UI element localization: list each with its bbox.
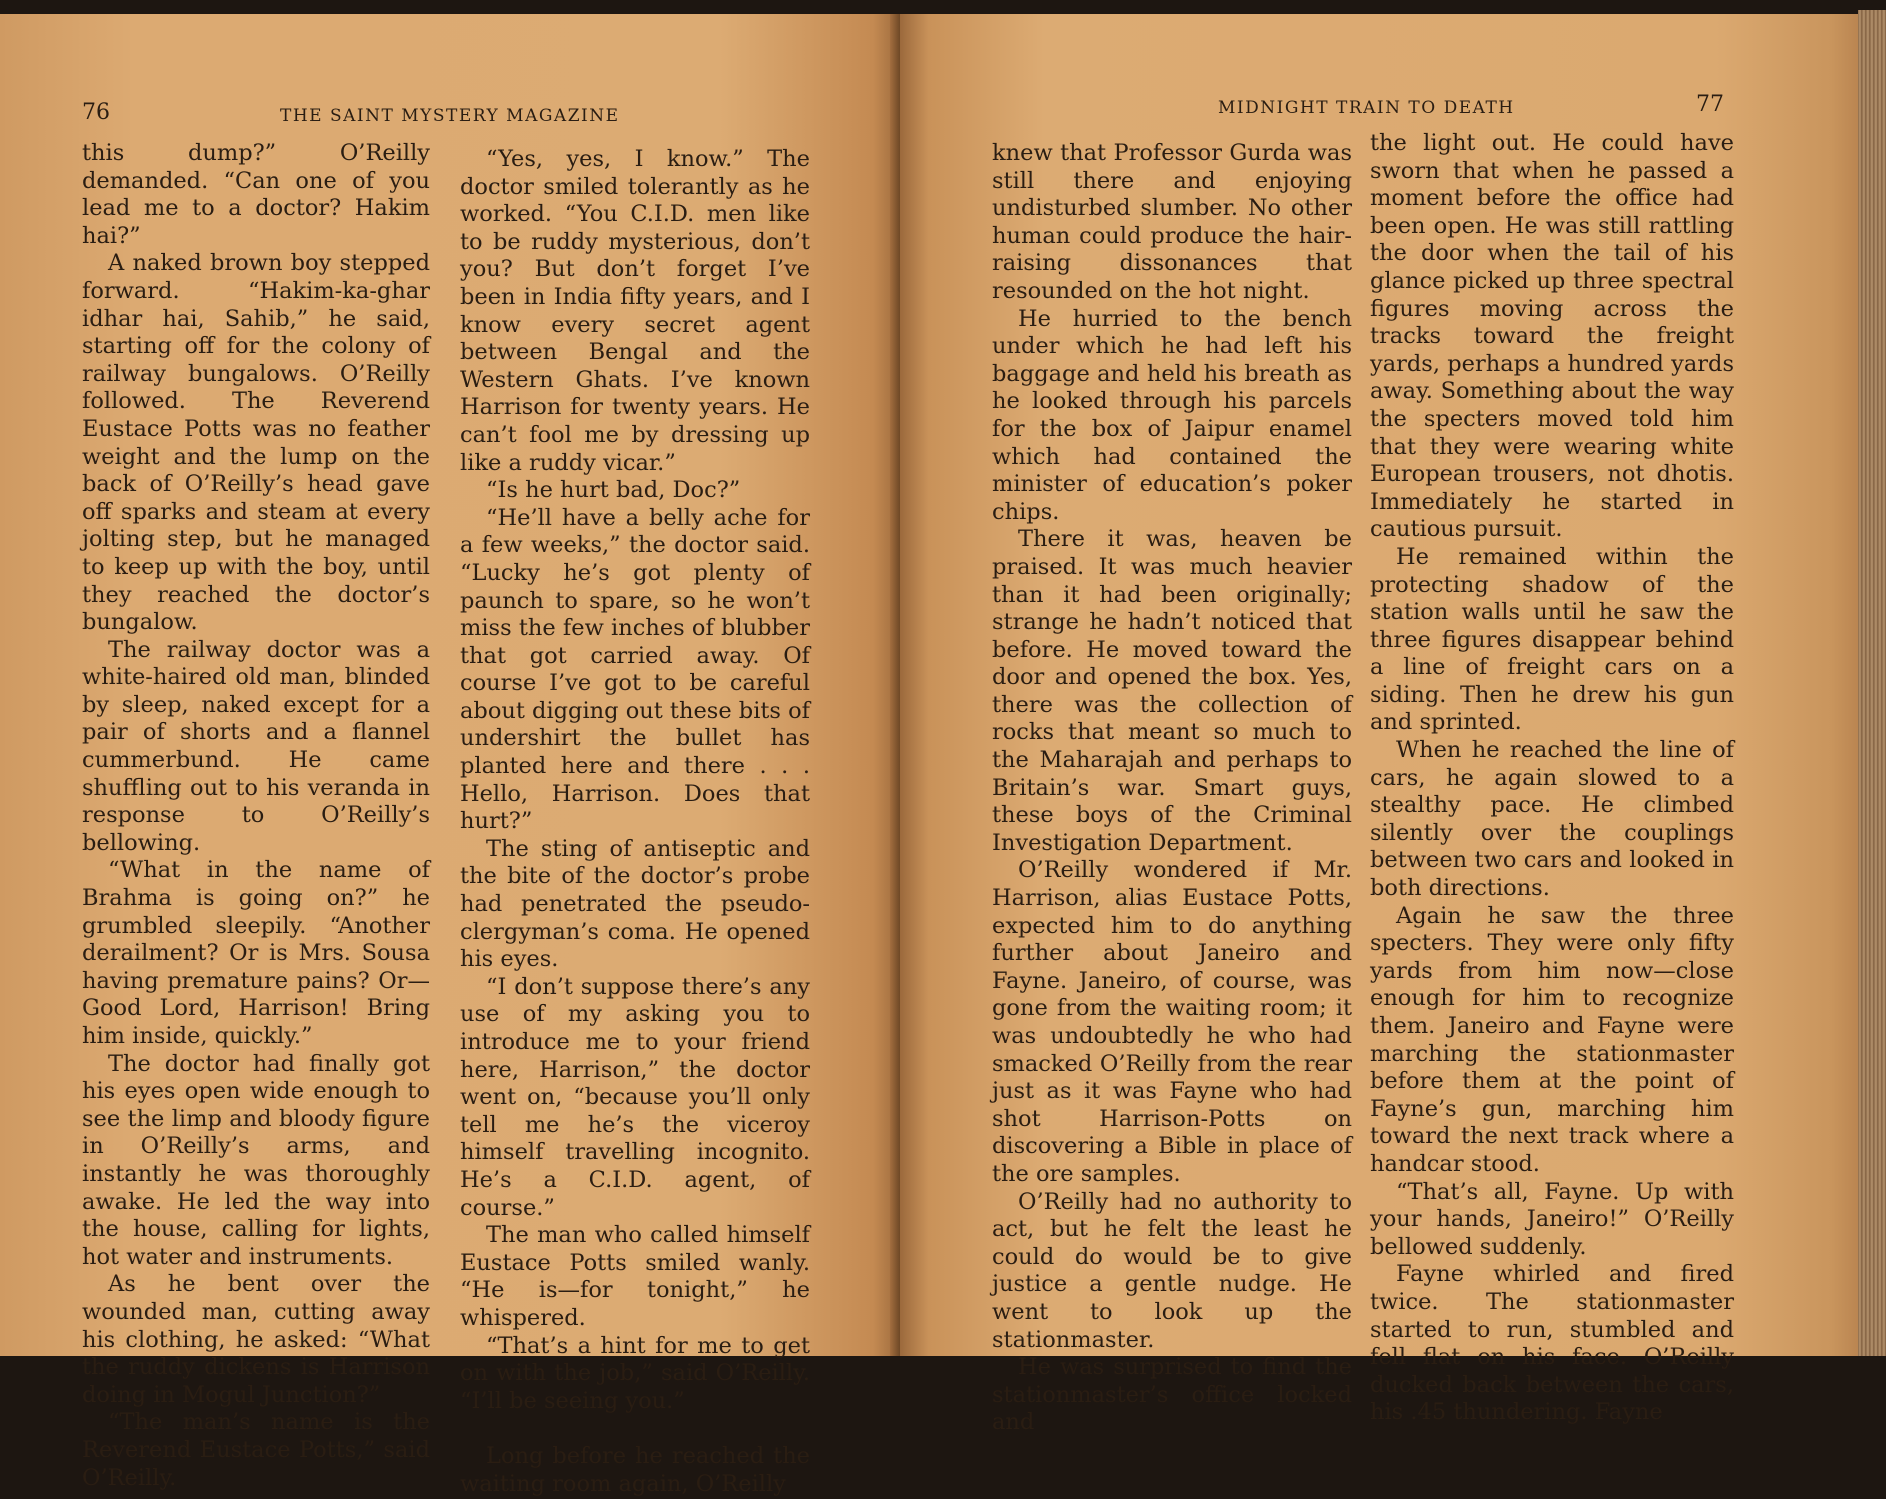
paragraph: this dump?” O’Reilly demanded. “Can one of you lead me to a doctor? Hakim hai?” [82, 140, 430, 249]
paragraph: The man who called himself Eustace Potts smiled wanly. “He is—for tonight,” he whispered. [460, 1222, 810, 1331]
running-head: THE SAINT MYSTERY MAGAZINE [280, 106, 620, 126]
paragraph: The doctor had finally got his eyes open wide enough to see the limp and bloody figure in O’Reilly’s arms, and instantly he was thoroughly awake. He led the way into the house, calling for lights, hot water and instruments. [82, 1050, 430, 1270]
paragraph: A naked brown boy stepped forward. “Hakim-ka-ghar idhar hai, Sahib,” he said, starting off for the colony of railway bungalows. O’Reilly followed. The Reverend Eustace Potts was no feather weight and the lump on the back of O’Reilly’s head gave off sparks and steam at every jolting step, but he managed to keep up with the boy, until they reached the doctor’s bungalow. [82, 250, 430, 636]
paragraph: “Is he hurt bad, Doc?” [486, 477, 741, 504]
right-page [900, 14, 1860, 1436]
paragraph: knew that Professor Gurda was still there and enjoying undisturbed slumber. No other human could produce the hair-raising dissonances that resounded on the hot night. [992, 140, 1352, 304]
paragraph: “The man’s name is the Reverend Eustace Potts,” said O’Reilly. [82, 1409, 430, 1491]
paragraph: “He’ll have a belly ache for a few weeks,” the doctor said. “Lucky he’s got plenty of paunch to spare, so he won’t miss the few inches of blubber that got carried away. Of course I’ve got to be careful about digging out these bits of undershirt the bullet has planted here and there . . . Hello, Harrison. Does that hurt?” [460, 504, 811, 835]
paragraph: There it was, heaven be praised. It was much heavier than it had been originally; strange he hadn’t noticed that before. He moved toward the door and opened the box. Yes, there was the collection of rocks that meant so much to the Maharajah and perhaps to Britain’s war. Smart guys, these boys of the Criminal Investigation Department. [992, 526, 1352, 856]
page-number: 76 [82, 100, 110, 125]
paragraph: O’Reilly had no authority to act, but he felt the least he could do would be to give justice a gentle nudge. He went to look up the stationmaster. [992, 1188, 1352, 1353]
paragraph: O’Reilly wondered if Mr. Harrison, alias Eustace Potts, expected him to do anything further about Janeiro and Fayne. Janeiro, of course, was gone from the waiting room; it was undoubtedly he who had smacked O’Reilly from the rear just as it was Fayne who had shot Harrison-Potts on discovering a Bible in place of the ore samples. [992, 857, 1352, 1187]
paragraph: The railway doctor was a white-haired old man, blinded by sleep, naked except for a pair of shorts and a flannel cummerbund. He came shuffling out to his veranda in response to O’Reilly’s bellowing. [82, 636, 430, 856]
paragraph: the light out. He could have sworn that when he passed a moment before the office had been open. He was still rattling the door when the tail of his glance picked up three spectral figures moving across the tracks toward the freight yards, perhaps a hundred yards away. Something about the way the specters moved told him that they were wearing white European trousers, not dhotis. Immediately he started in cautious pursuit. [1370, 130, 1734, 543]
paragraph: “That’s a hint for me to get on with the job,” said O’Reilly. “I’ll be seeing you.” [460, 1332, 810, 1414]
paragraph: He hurried to the bench under which he had left his baggage and held his breath as he looked through his parcels for the box of Jaipur enamel which had contained the minister of education’s poker chips. [992, 305, 1352, 525]
paragraph: “Yes, yes, I know.” The doctor smiled tolerantly as he worked. “You C.I.D. men like to be ruddy mysterious, don’t you? But don’t forget I’ve been in India fifty years, and I know every secret agent between Bengal and the Western Ghats. I’ve known Harrison for twenty years. He can’t fool me by dressing up like a ruddy vicar.” [460, 146, 810, 476]
paragraph: “That’s all, Fayne. Up with your hands, Janeiro!” O’Reilly bellowed suddenly. [1370, 1178, 1734, 1260]
paragraph: The sting of antiseptic and the bite of the doctor’s probe had penetrated the pseudo-clergyman’s coma. He opened his eyes. [460, 835, 810, 973]
left-page [0, 14, 900, 1497]
running-head: MIDNIGHT TRAIN TO DEATH [1218, 98, 1515, 118]
text-column-1 [82, 140, 430, 1492]
paragraph: “What in the name of Brahma is going on?” he grumbled sleepily. “Another derailment? Or is Mrs. Sousa having premature pains? Or—Good Lord, Harrison! Bring him inside, quickly.” [82, 857, 430, 1049]
paragraph: He was surprised to find the stationmaster’s office locked and [992, 1354, 1352, 1436]
paragraph: When he reached the line of cars, he again slowed to a stealthy pace. He climbed silently over the couplings between two cars and looked in both directions. [1370, 737, 1734, 902]
paragraph: Fayne whirled and fired twice. The stationmaster started to run, stumbled and fell flat on his face. O’Reilly ducked back between the cars, his .45 thundering. Fayne [1370, 1261, 1734, 1426]
paragraph: “I don’t suppose there’s any use of my asking you to introduce me to your friend here, Harrison,” the doctor went on, “because you’ll only tell me he’s the viceroy himself travelling incognito. He’s a C.I.D. agent, of course.” [460, 973, 810, 1221]
text-column-1 [992, 140, 1352, 1437]
paragraph: Again he saw the three specters. They were only fifty yards from him now—close enough for him to recognize them. Janeiro and Fayne were marching the stationmaster before them at the point of Fayne’s gun, marching him toward the next track where a handcar stood. [1370, 902, 1734, 1177]
page-edges [1858, 10, 1886, 1356]
page-number: 77 [1696, 92, 1724, 117]
text-column-2 [460, 146, 810, 1499]
text-column-2 [1370, 130, 1734, 1427]
paragraph: He remained within the protecting shadow of the station walls until he saw the three figures disappear behind a line of freight cars on a siding. Then he drew his gun and sprinted. [1370, 543, 1734, 736]
paragraph: As he bent over the wounded man, cutting away his clothing, he asked: “What the ruddy dickens is Harrison doing in Mogul Junction?” [82, 1271, 430, 1408]
paragraph: Long before he reached the waiting room again, O’Reilly [460, 1443, 810, 1497]
